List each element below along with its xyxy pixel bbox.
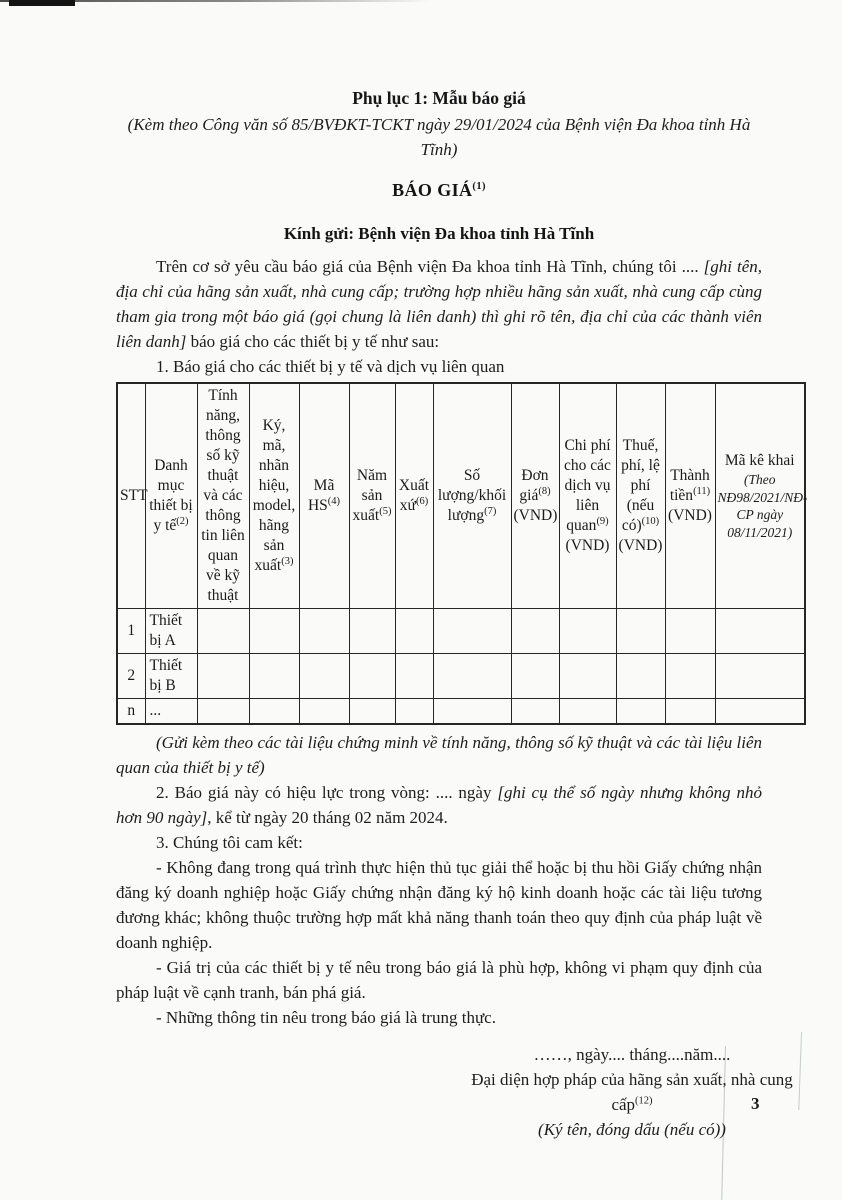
validity-paragraph — [116, 780, 762, 830]
appendix-title: Phụ lục 1: Mẫu báo giá — [352, 88, 526, 108]
empty-cell — [395, 609, 433, 654]
table-row — [117, 609, 805, 654]
empty-cell — [715, 654, 805, 699]
empty-cell — [616, 699, 665, 725]
empty-cell — [433, 654, 511, 699]
column-header: Thuế, phí, lệ phí (nếu có)$^{(10)}$ (VND) — [616, 383, 665, 609]
intro-paragraph — [116, 254, 762, 354]
table-body — [117, 609, 805, 725]
empty-cell — [349, 699, 395, 725]
intro-tail-text: báo giá cho các thiết bị y tế như sau: — [186, 332, 440, 351]
column-header: Chi phí cho các dịch vụ liên quan$^{(9)}$ (VND) — [559, 383, 616, 609]
empty-cell — [665, 654, 715, 699]
empty-cell — [616, 654, 665, 699]
column-header: Ký, mã, nhãn hiệu, model, hãng sản xuất$^{(3)}$ — [249, 383, 299, 609]
device-name-cell: Thiết bị A — [145, 609, 197, 654]
empty-cell — [559, 654, 616, 699]
commitment-item: - Giá trị của các thiết bị y tế nêu trong báo giá là phù hợp, không vi phạm quy định của pháp luật về cạnh tranh, bán phá giá. — [116, 958, 762, 1002]
empty-cell — [395, 699, 433, 725]
column-header: STT — [117, 383, 145, 609]
validity-text-2: , kể từ ngày 20 tháng 02 năm 2024. — [207, 808, 448, 827]
empty-cell — [665, 609, 715, 654]
commitment-item: - Những thông tin nêu trong báo giá là trung thực. — [156, 1008, 496, 1027]
row-index-cell: 1 — [117, 609, 145, 654]
empty-cell — [197, 699, 249, 725]
empty-cell — [249, 699, 299, 725]
doc-title — [116, 178, 762, 202]
commitment-title: 3. Chúng tôi cam kết: — [156, 833, 303, 852]
empty-cell — [616, 609, 665, 654]
device-name-cell: ... — [145, 699, 197, 725]
recipient-line: Kính gửi: Bệnh viện Đa khoa tỉnh Hà Tĩnh — [283, 224, 595, 243]
column-header: Đơn giá$^{(8)}$ (VND) — [511, 383, 559, 609]
row-index-cell: 2 — [117, 654, 145, 699]
validity-bracket-note: [ghi cụ thể số ngày nhưng không nhỏ hơn 90 ngày] — [116, 783, 762, 827]
column-header-note: (Theo NĐ98/2021/NĐ-CP ngày 08/11/2021) — [717, 472, 808, 540]
table-row — [117, 654, 805, 699]
empty-cell — [559, 699, 616, 725]
column-header: Thành tiền$^{(11)}$ (VND) — [665, 383, 715, 609]
column-header: Danh mục thiết bị y tế$^{(2)}$ — [145, 383, 197, 609]
attachment-note: (Gửi kèm theo các tài liệu chứng minh về tính năng, thông số kỹ thuật và các tài liệu liên quan của thiết bị y tế) — [116, 733, 762, 777]
validity-text-1: 2. Báo giá này có hiệu lực trong vòng: .... ngày — [156, 783, 498, 802]
commitments-list — [116, 855, 762, 1030]
empty-cell — [349, 654, 395, 699]
column-header: Tính năng, thông số kỹ thuật và các thông tin liên quan về kỹ thuật — [197, 383, 249, 609]
column-header: Năm sản xuất$^{(5)}$ — [349, 383, 395, 609]
empty-cell — [197, 654, 249, 699]
intro-lead-text: Trên cơ sở yêu cầu báo giá của Bệnh viện Đa khoa tỉnh Hà Tĩnh, chúng tôi .... — [156, 257, 704, 276]
row-index-cell: n — [117, 699, 145, 725]
table-row — [117, 699, 805, 725]
empty-cell — [299, 654, 349, 699]
doc-title-text: BÁO GIÁ — [392, 180, 473, 200]
signature-date-line: ……, ngày.... tháng....năm.... — [533, 1045, 731, 1064]
signature-role-line — [464, 1067, 800, 1117]
empty-cell — [249, 654, 299, 699]
empty-cell — [511, 609, 559, 654]
column-header: Mã HS$^{(4)}$ — [299, 383, 349, 609]
empty-cell — [665, 699, 715, 725]
scan-black-mark — [9, 0, 75, 6]
commitment-item: - Không đang trong quá trình thực hiện thủ tục giải thể hoặc bị thu hồi Giấy chứng nhận đăng ký doanh nghiệp hoặc Giấy chứng nhận đăng ký hộ kinh doanh hoặc các tài liệu tương đương khác; không thuộc trường hợp mất khả năng thanh toán theo quy định của pháp luật về doanh nghiệp. — [116, 858, 762, 952]
column-header: Xuất xứ$^{(6)}$ — [395, 383, 433, 609]
column-header: Số lượng/khối lượng$^{(7)}$ — [433, 383, 511, 609]
quotation-table — [116, 382, 806, 725]
intro-bracket-note: [ghi tên, địa chỉ của hãng sản xuất, nhà cung cấp; trường hợp nhiều hãng sản xuất, nhà cung cấp cùng tham gia trong một báo giá (gọi chung là liên danh) thì ghi rõ tên, địa chỉ của các thành viên liên danh] — [116, 257, 762, 351]
empty-cell — [433, 609, 511, 654]
signature-sign-note: (Ký tên, đóng dấu (nếu có)) — [538, 1120, 726, 1139]
empty-cell — [349, 609, 395, 654]
empty-cell — [299, 699, 349, 725]
empty-cell — [511, 699, 559, 725]
empty-cell — [715, 699, 805, 725]
empty-cell — [559, 609, 616, 654]
document-content — [116, 86, 808, 1142]
empty-cell — [395, 654, 433, 699]
document-subtitle: (Kèm theo Công văn số 85/BVĐKT-TCKT ngày 29/01/2024 của Bệnh viện Đa khoa tỉnh Hà Tĩnh) — [127, 115, 751, 159]
table-header-row — [117, 383, 805, 609]
signature-role-text: Đại diện hợp pháp của hãng sản xuất, nhà cung cấp — [471, 1070, 793, 1114]
section-1-title: 1. Báo giá cho các thiết bị y tế và dịch vụ liên quan — [156, 357, 505, 376]
page-number: 3 — [751, 1094, 760, 1113]
empty-cell — [249, 609, 299, 654]
empty-cell — [715, 609, 805, 654]
empty-cell — [433, 699, 511, 725]
empty-cell — [197, 609, 249, 654]
device-name-cell: Thiết bị B — [145, 654, 197, 699]
empty-cell — [299, 609, 349, 654]
signature-footnote-ref: (12) — [635, 1095, 653, 1107]
empty-cell — [511, 654, 559, 699]
signature-block — [464, 1042, 800, 1142]
column-header: Mã kê khai (Theo NĐ98/2021/NĐ-CP ngày 08/11/2021) — [715, 383, 805, 609]
doc-title-footnote-ref: (1) — [472, 181, 486, 192]
